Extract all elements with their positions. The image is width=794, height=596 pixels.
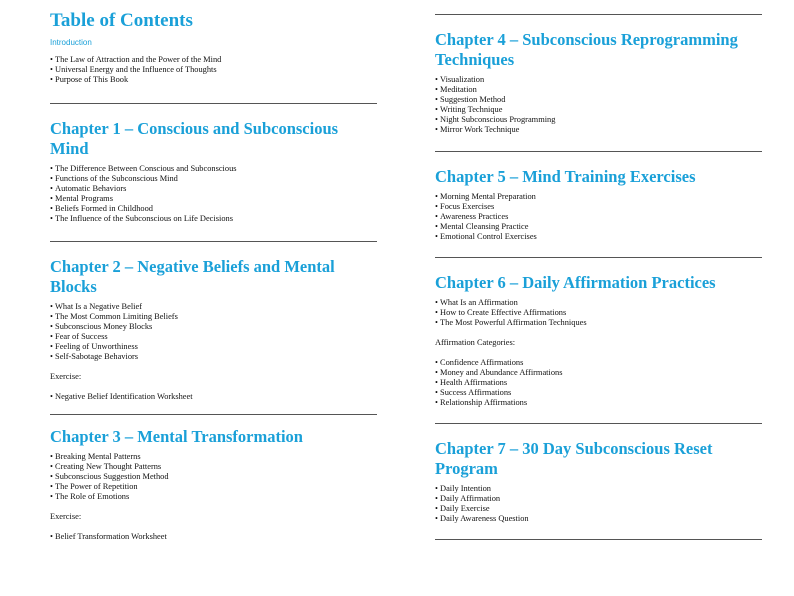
chapter-7-list [435, 484, 765, 524]
list-item: • What Is an Affirmation [435, 298, 765, 308]
list-item: • Emotional Control Exercises [435, 232, 765, 242]
list-item: • Subconscious Money Blocks [50, 322, 380, 332]
list-item: • Relationship Affirmations [435, 398, 765, 408]
list-item: • Health Affirmations [435, 378, 765, 388]
list-item: • Functions of the Subconscious Mind [50, 174, 380, 184]
list-item: • Confidence Affirmations [435, 358, 765, 368]
list-item: • Daily Affirmation [435, 494, 765, 504]
list-item: • Beliefs Formed in Childhood [50, 204, 380, 214]
list-item: • Awareness Practices [435, 212, 765, 222]
chapter-3-title: Chapter 3 – Mental Transformation [50, 427, 303, 446]
list-item: • The Role of Emotions [50, 492, 380, 502]
list-item: • Purpose of This Book [50, 75, 380, 85]
left-page [50, 0, 380, 542]
list-item: • Universal Energy and the Influence of Thoughts [50, 65, 380, 75]
toc-title: Table of Contents [50, 10, 193, 31]
list-item: • Breaking Mental Patterns [50, 452, 380, 462]
list-item: • What Is a Negative Belief [50, 302, 380, 312]
exercise-label: Exercise: [50, 372, 82, 381]
list-item: • Visualization [435, 75, 765, 85]
list-item: • Mental Cleansing Practice [435, 222, 765, 232]
chapter-2-title: Chapter 2 – Negative Beliefs and Mental Blocks [50, 257, 335, 296]
chapter-5-title: Chapter 5 – Mind Training Exercises [435, 167, 696, 186]
chapter-7-title: Chapter 7 – 30 Day Subconscious Reset Program [435, 439, 713, 478]
list-item: • Daily Intention [435, 484, 765, 494]
list-item: • The Power of Repetition [50, 482, 380, 492]
list-item: • Writing Technique [435, 105, 765, 115]
list-item: • Money and Abundance Affirmations [435, 368, 765, 378]
list-item: • Fear of Success [50, 332, 380, 342]
chapter-4-title: Chapter 4 – Subconscious Reprogramming Techniques [435, 30, 738, 69]
exercise-label: Exercise: [50, 512, 82, 521]
list-item: • Focus Exercises [435, 202, 765, 212]
chapter-1-list [50, 164, 380, 224]
list-item: • Daily Exercise [435, 504, 765, 514]
right-page [435, 0, 765, 540]
list-item: • Mirror Work Technique [435, 125, 765, 135]
list-item: • Daily Awareness Question [435, 514, 765, 524]
list-item: • Meditation [435, 85, 765, 95]
list-item: • How to Create Effective Affirmations [435, 308, 765, 318]
list-item: • Belief Transformation Worksheet [50, 532, 380, 542]
chapter-2-list [50, 302, 380, 362]
intro-heading: Introduction [50, 38, 92, 47]
chapter-6-categories-list [435, 358, 765, 408]
list-item: • Suggestion Method [435, 95, 765, 105]
chapter-3-list [50, 452, 380, 502]
chapter-2-exercise-list [50, 392, 380, 402]
list-item: • Creating New Thought Patterns [50, 462, 380, 472]
list-item: • Automatic Behaviors [50, 184, 380, 194]
chapter-3-exercise-list [50, 532, 380, 542]
list-item: • Feeling of Unworthiness [50, 342, 380, 352]
chapter-1-title: Chapter 1 – Conscious and Subconscious Mind [50, 119, 339, 158]
list-item: • Success Affirmations [435, 388, 765, 398]
list-item: • Negative Belief Identification Worksheet [50, 392, 380, 402]
list-item: • Self-Sabotage Behaviors [50, 352, 380, 362]
list-item: • Night Subconscious Programming [435, 115, 765, 125]
intro-list [50, 55, 380, 85]
list-item: • The Difference Between Conscious and Subconscious [50, 164, 380, 174]
divider [435, 539, 762, 540]
list-item: • The Law of Attraction and the Power of the Mind [50, 55, 380, 65]
chapter-4-list [435, 75, 765, 135]
chapter-6-list [435, 298, 765, 328]
list-item: • Morning Mental Preparation [435, 192, 765, 202]
chapter-6-title: Chapter 6 – Daily Affirmation Practices [435, 273, 716, 292]
list-item: • Mental Programs [50, 194, 380, 204]
categories-label: Affirmation Categories: [435, 338, 516, 347]
list-item: • The Most Powerful Affirmation Techniques [435, 318, 765, 328]
list-item: • The Influence of the Subconscious on Life Decisions [50, 214, 380, 224]
list-item: • Subconscious Suggestion Method [50, 472, 380, 482]
list-item: • The Most Common Limiting Beliefs [50, 312, 380, 322]
chapter-5-list [435, 192, 765, 242]
